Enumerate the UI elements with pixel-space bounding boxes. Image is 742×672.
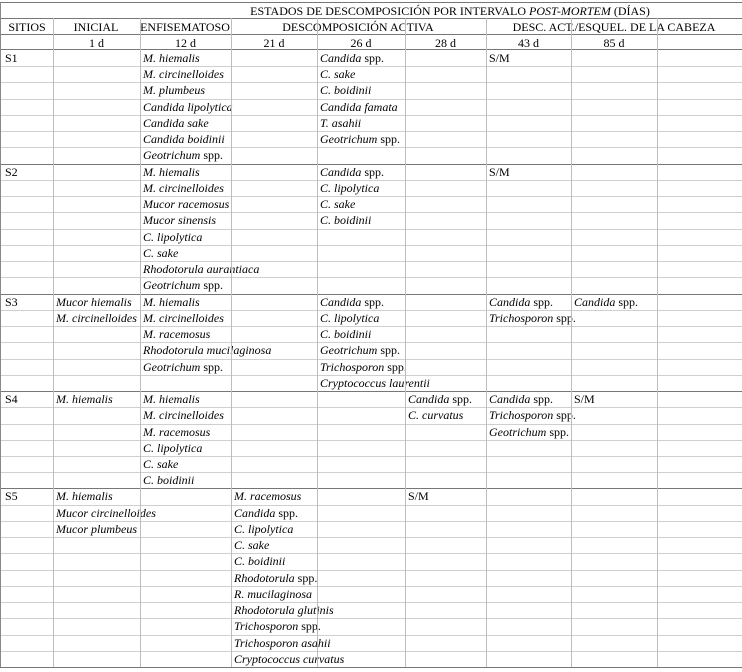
species-cell-d43: Candida spp.	[489, 392, 554, 407]
species-cell-d21: Candida spp.	[234, 505, 299, 520]
column-divider	[657, 18, 658, 667]
rule-top	[0, 2, 742, 3]
row-divider	[0, 456, 742, 457]
day-header: 43 d	[518, 36, 539, 50]
species-cell-d43: S/M	[489, 164, 510, 179]
row-divider	[0, 635, 742, 636]
species-cell-d26: Candida spp.	[320, 294, 385, 309]
species-cell-d26: C. boidinii	[320, 327, 372, 342]
rule-super	[0, 18, 742, 19]
species-cell-d26: C. boidinii	[320, 213, 372, 228]
species-cell-d26: Candida famata	[320, 99, 398, 114]
species-cell-d12: Mucor sinensis	[143, 213, 216, 228]
column-divider	[0, 2, 1, 667]
species-cell-d85: S/M	[574, 392, 595, 407]
species-cell-d12: M. hiemalis	[143, 51, 200, 65]
site-label: S3	[5, 294, 18, 309]
species-cell-d12: M. plumbeus	[143, 83, 205, 98]
row-divider	[0, 115, 742, 116]
species-cell-d26: Candida spp.	[320, 51, 385, 65]
species-cell-d21: Rhodotorula glutinis	[234, 603, 334, 618]
row-divider	[0, 196, 742, 197]
species-cell-d21: C. lipolytica	[234, 521, 294, 536]
column-divider	[53, 18, 54, 667]
species-cell-d21: Trichosporon spp.	[234, 619, 321, 634]
species-cell-d43: Trichosporon spp.	[489, 408, 576, 423]
species-cell-d12: Geotrichum spp.	[143, 278, 223, 293]
species-cell-d43: Geotrichum spp.	[489, 424, 569, 439]
species-cell-d26: T. asahii	[320, 115, 362, 130]
day-header: 21 d	[263, 36, 285, 50]
species-cell-d21: C. sake	[234, 538, 270, 553]
species-cell-d1: Mucor plumbeus	[56, 521, 137, 536]
super-header-italic: POST-MORTEM	[529, 4, 611, 18]
species-cell-d43: Trichosporon spp.	[489, 310, 576, 325]
species-cell-d85: Candida spp.	[574, 294, 639, 309]
species-cell-d26: Cryptococcus laurentii	[320, 375, 430, 390]
row-divider	[0, 537, 742, 538]
row-divider	[0, 424, 742, 425]
species-cell-d1: M. hiemalis	[56, 392, 113, 407]
species-cell-d1: M. hiemalis	[56, 489, 113, 504]
species-cell-d28: Candida spp.	[408, 392, 473, 407]
column-divider	[486, 18, 487, 667]
species-cell-d26: Trichosporon spp.	[320, 359, 407, 374]
species-cell-d28: S/M	[408, 489, 429, 504]
species-cell-d26: C. sake	[320, 197, 356, 212]
species-cell-d12: C. lipolytica	[143, 229, 203, 244]
species-cell-d43: Candida spp.	[489, 294, 554, 309]
row-divider	[0, 651, 742, 652]
species-cell-d12: Geotrichum spp.	[143, 148, 223, 163]
species-cell-d21: R. mucilaginosa	[234, 586, 312, 601]
species-cell-d12: Candida sake	[143, 115, 209, 130]
species-cell-d12: C. sake	[143, 245, 179, 260]
column-divider	[140, 18, 141, 667]
species-cell-d12: M. circinelloides	[143, 67, 224, 82]
row-divider	[0, 407, 742, 408]
species-cell-d26: C. sake	[320, 67, 356, 82]
row-divider	[0, 553, 742, 554]
col-header-enfisematoso: ENFISEMATOSO	[140, 20, 230, 34]
species-cell-d26: Geotrichum spp.	[320, 343, 400, 358]
species-cell-d21: Rhodotorula spp.	[234, 570, 318, 585]
column-divider	[571, 18, 572, 667]
species-cell-d21: Trichosporon asahii	[234, 635, 331, 650]
row-divider	[0, 618, 742, 619]
species-cell-d12: M. racemosus	[143, 424, 211, 439]
species-cell-d21: Cryptococcus curvatus	[234, 651, 345, 666]
column-divider	[405, 18, 406, 667]
species-cell-d12: M. racemosus	[143, 327, 211, 342]
day-header: 12 d	[175, 36, 196, 50]
row-divider	[0, 440, 742, 441]
row-divider	[0, 66, 742, 67]
day-header: 85 d	[603, 36, 625, 50]
species-cell-d12: Rhodotorula mucilaginosa	[143, 343, 272, 358]
species-cell-d12: Candida lipolytica	[143, 99, 233, 114]
species-cell-d12: C. boidinii	[143, 473, 195, 488]
species-cell-d26: C. lipolytica	[320, 310, 380, 325]
site-label: S2	[5, 164, 18, 179]
species-cell-d12: M. hiemalis	[143, 294, 200, 309]
col-header-inicial: INICIAL	[73, 20, 119, 34]
species-cell-d12: Candida boidinii	[143, 132, 225, 147]
species-cell-d26: Candida spp.	[320, 164, 385, 179]
species-cell-d12: M. circinelloides	[143, 310, 224, 325]
species-cell-d12: M. hiemalis	[143, 164, 200, 179]
species-cell-d1: M. circinelloides	[56, 310, 137, 325]
species-cell-d12: Geotrichum spp.	[143, 359, 223, 374]
row-divider	[0, 147, 742, 148]
rule-days	[0, 49, 742, 50]
site-label: S5	[5, 489, 18, 504]
species-cell-d12: M. circinelloides	[143, 408, 224, 423]
day-header: 26 d	[350, 36, 372, 50]
row-divider	[0, 245, 742, 246]
col-header-sitios: SITIOS	[8, 20, 46, 34]
super-header-text: ESTADOS DE DESCOMPOSICIÓN POR INTERVALO	[250, 4, 530, 18]
species-cell-d12: M. hiemalis	[143, 392, 200, 407]
column-divider	[317, 18, 318, 667]
column-divider	[231, 18, 232, 667]
row-divider	[0, 261, 742, 262]
site-divider	[0, 667, 742, 668]
super-header	[230, 4, 670, 18]
species-cell-d26: C. boidinii	[320, 83, 372, 98]
species-cell-d12: Rhodotorula aurantiaca	[143, 262, 260, 277]
row-divider	[0, 570, 742, 571]
species-cell-d28: C. curvatus	[408, 408, 464, 423]
species-cell-d12: C. lipolytica	[143, 440, 203, 455]
species-cell-d43: S/M	[489, 51, 510, 65]
col-header-desc-act-esquel: DESC. ACT./ESQUEL. DE LA CABEZA	[512, 20, 716, 34]
rule-header	[0, 34, 742, 35]
row-divider	[0, 586, 742, 587]
species-cell-d1: Mucor circinelloides	[56, 505, 156, 520]
row-divider	[0, 229, 742, 230]
day-header: 28 d	[435, 36, 456, 50]
species-cell-d21: C. boidinii	[234, 554, 286, 569]
row-divider	[0, 277, 742, 278]
day-header: 1 d	[89, 36, 104, 50]
row-divider	[0, 472, 742, 473]
row-divider	[0, 602, 742, 603]
species-cell-d26: Geotrichum spp.	[320, 132, 400, 147]
super-header-suffix: (DÍAS)	[610, 4, 650, 18]
col-header-descomposicion-activa: DESCOMPOSICIÓN ACTIVA	[282, 20, 434, 34]
species-cell-d26: C. lipolytica	[320, 180, 380, 195]
species-cell-d12: C. sake	[143, 457, 179, 471]
species-cell-d12: Mucor racemosus	[143, 197, 230, 212]
species-cell-d12: M. circinelloides	[143, 180, 224, 195]
species-cell-d1: Mucor hiemalis	[56, 294, 132, 309]
site-label: S4	[5, 392, 18, 407]
site-label: S1	[5, 51, 18, 65]
species-cell-d21: M. racemosus	[234, 489, 302, 504]
